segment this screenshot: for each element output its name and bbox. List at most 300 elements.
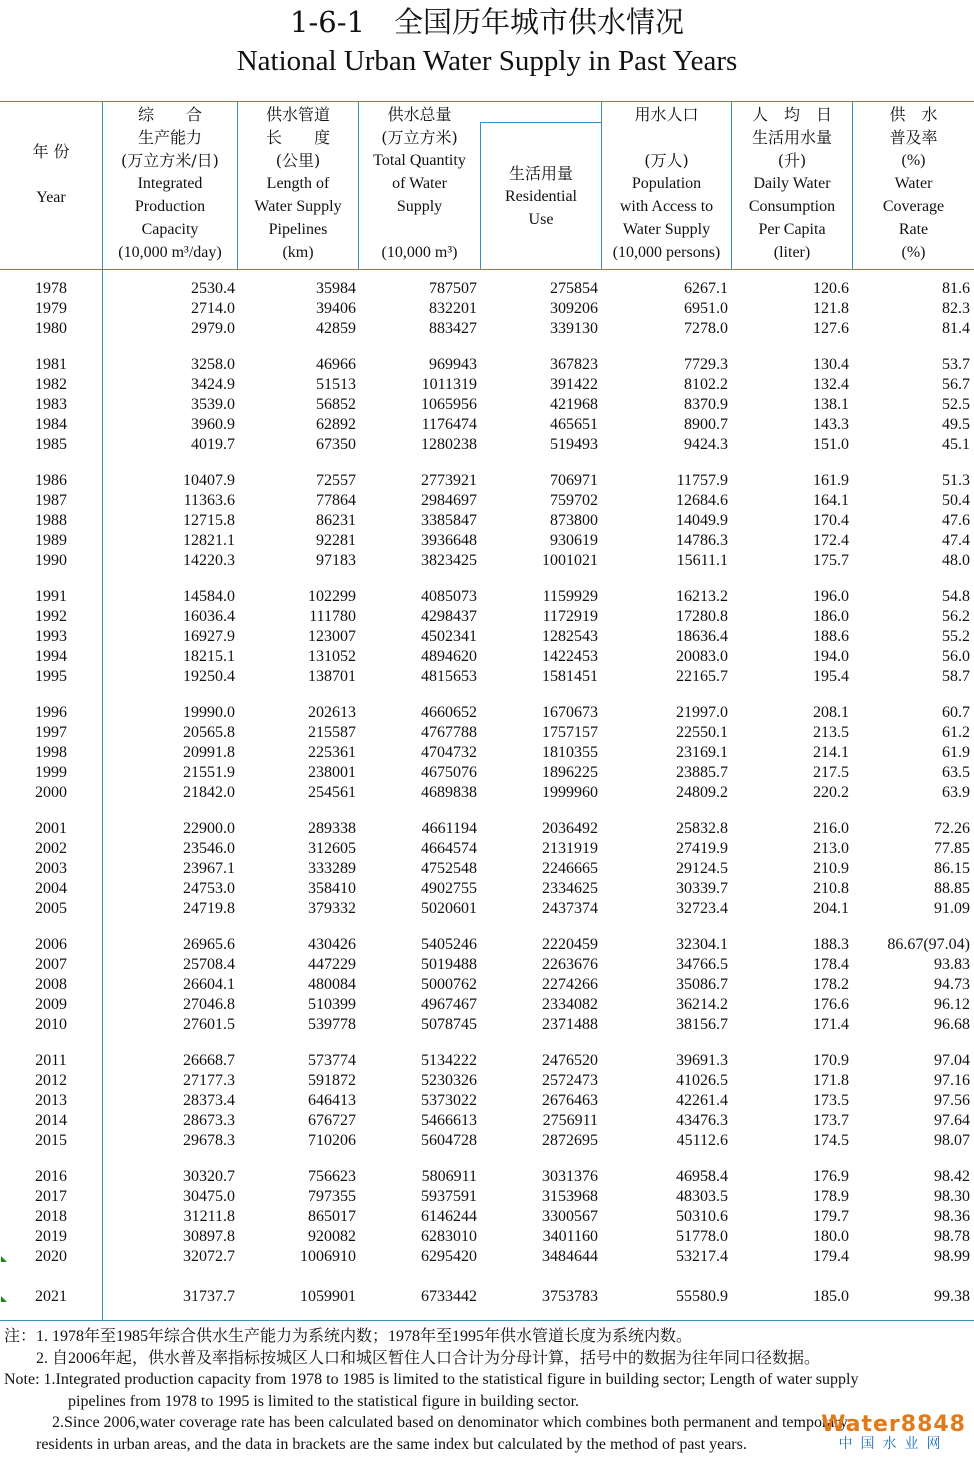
cell-year: 2004 bbox=[35, 880, 67, 897]
cell-year: 1995 bbox=[35, 668, 67, 685]
header-population-en2: with Access to bbox=[619, 198, 714, 215]
cell-population: 36214.2 bbox=[676, 996, 728, 1013]
cell-residential-use: 706971 bbox=[550, 472, 598, 489]
header-capacity-cn2: 生产能力 bbox=[137, 128, 202, 147]
cell-daily-consumption: 171.4 bbox=[813, 1016, 849, 1033]
cell-coverage-rate: 94.73 bbox=[934, 976, 970, 993]
cell-daily-consumption: 175.7 bbox=[813, 552, 849, 569]
cell-year: 2015 bbox=[35, 1132, 67, 1149]
cell-coverage-rate: 96.12 bbox=[934, 996, 970, 1013]
table-row bbox=[0, 995, 974, 1015]
table-row bbox=[0, 551, 974, 571]
cell-pipelines: 510399 bbox=[308, 996, 356, 1013]
cell-total-quantity: 5230326 bbox=[421, 1072, 477, 1089]
cell-daily-consumption: 213.0 bbox=[813, 840, 849, 857]
cell-year: 1996 bbox=[35, 704, 67, 721]
cell-pipelines: 379332 bbox=[308, 900, 356, 917]
header-coverage-cn2: 普及率 bbox=[889, 128, 938, 147]
cell-total-quantity: 6146244 bbox=[421, 1208, 477, 1225]
green-corner-marker bbox=[1, 1256, 7, 1262]
cell-daily-consumption: 161.9 bbox=[813, 472, 849, 489]
table-row bbox=[0, 667, 974, 687]
header-quantity-en3: Supply bbox=[396, 198, 443, 215]
cell-daily-consumption: 216.0 bbox=[813, 820, 849, 837]
cell-year: 1988 bbox=[35, 512, 67, 529]
table-row bbox=[0, 839, 974, 859]
header-quantity-cn2: (万立方米) bbox=[381, 128, 458, 147]
header-quantity-unit: (10,000 m³) bbox=[381, 244, 458, 261]
cell-population: 8102.2 bbox=[684, 376, 728, 393]
cell-total-quantity: 4894620 bbox=[421, 648, 477, 665]
cell-residential-use: 1422453 bbox=[542, 648, 598, 665]
cell-coverage-rate: 93.83 bbox=[934, 956, 970, 973]
cell-total-quantity: 832201 bbox=[429, 300, 477, 317]
header-bottom-border bbox=[0, 269, 974, 270]
cell-pipelines: 430426 bbox=[308, 936, 356, 953]
cell-coverage-rate: 97.56 bbox=[934, 1092, 970, 1109]
cell-daily-consumption: 171.8 bbox=[813, 1072, 849, 1089]
cell-capacity: 2714.0 bbox=[191, 300, 235, 317]
header-daily-cn2: 生活用水量 bbox=[751, 128, 832, 147]
cell-coverage-rate: 81.6 bbox=[942, 280, 970, 297]
cell-daily-consumption: 217.5 bbox=[813, 764, 849, 781]
cell-coverage-rate: 63.5 bbox=[942, 764, 970, 781]
cell-residential-use: 3031376 bbox=[542, 1168, 598, 1185]
cell-capacity: 16927.9 bbox=[183, 628, 235, 645]
cell-total-quantity: 969943 bbox=[429, 356, 477, 373]
header-capacity-en2: Production bbox=[134, 198, 206, 215]
table-row bbox=[0, 1015, 974, 1035]
cell-capacity: 21551.9 bbox=[183, 764, 235, 781]
cell-capacity: 10407.9 bbox=[183, 472, 235, 489]
table-row bbox=[0, 1287, 974, 1307]
cell-pipelines: 254561 bbox=[308, 784, 356, 801]
cell-capacity: 32072.7 bbox=[183, 1248, 235, 1265]
cell-total-quantity: 5019488 bbox=[421, 956, 477, 973]
table-row bbox=[0, 743, 974, 763]
table-row bbox=[0, 531, 974, 551]
cell-pipelines: 111780 bbox=[309, 608, 356, 625]
header-pipelines-en3: Pipelines bbox=[268, 221, 328, 238]
cell-year: 2001 bbox=[35, 820, 67, 837]
cell-capacity: 29678.3 bbox=[183, 1132, 235, 1149]
cell-residential-use: 3753783 bbox=[542, 1288, 598, 1305]
cell-daily-consumption: 130.4 bbox=[813, 356, 849, 373]
cell-residential-use: 2131919 bbox=[542, 840, 598, 857]
header-top-border bbox=[0, 101, 974, 102]
cell-pipelines: 1059901 bbox=[300, 1288, 356, 1305]
cell-coverage-rate: 91.09 bbox=[934, 900, 970, 917]
header-total-quantity bbox=[359, 103, 480, 264]
header-daily-en2: Consumption bbox=[748, 198, 836, 215]
cell-capacity: 2530.4 bbox=[191, 280, 235, 297]
cell-population: 41026.5 bbox=[676, 1072, 728, 1089]
header-coverage-rate bbox=[853, 103, 974, 264]
cell-population: 45112.6 bbox=[676, 1132, 728, 1149]
cell-coverage-rate: 98.78 bbox=[934, 1228, 970, 1245]
cell-population: 12684.6 bbox=[676, 492, 728, 509]
cell-pipelines: 797355 bbox=[308, 1188, 356, 1205]
table-row bbox=[0, 859, 974, 879]
cell-population: 35086.7 bbox=[676, 976, 728, 993]
header-quantity-en1: Total Quantity bbox=[373, 152, 466, 169]
cell-pipelines: 480084 bbox=[308, 976, 356, 993]
cell-year: 1994 bbox=[35, 648, 67, 665]
footnote-line: residents in urban areas, and the data in brackets are the same index but calculated by the method of past years. bbox=[4, 1435, 747, 1453]
header-population bbox=[602, 103, 731, 264]
cell-residential-use: 2476520 bbox=[542, 1052, 598, 1069]
cell-population: 14049.9 bbox=[676, 512, 728, 529]
cell-year: 1980 bbox=[35, 320, 67, 337]
header-daily-unit: (liter) bbox=[773, 244, 811, 261]
cell-population: 32723.4 bbox=[676, 900, 728, 917]
cell-coverage-rate: 98.36 bbox=[934, 1208, 970, 1225]
cell-residential-use: 421968 bbox=[550, 396, 598, 413]
cell-residential-use: 2036492 bbox=[542, 820, 598, 837]
cell-year: 2008 bbox=[35, 976, 67, 993]
cell-residential-use: 1581451 bbox=[542, 668, 598, 685]
cell-year: 2014 bbox=[35, 1112, 67, 1129]
cell-coverage-rate: 58.7 bbox=[942, 668, 970, 685]
table-row bbox=[0, 1091, 974, 1111]
cell-capacity: 31211.8 bbox=[183, 1208, 235, 1225]
watermark-subtext: 中国水业网 bbox=[838, 1436, 949, 1452]
cell-year: 2013 bbox=[35, 1092, 67, 1109]
cell-pipelines: 86231 bbox=[316, 512, 356, 529]
cell-residential-use: 2334625 bbox=[542, 880, 598, 897]
table-row bbox=[0, 1051, 974, 1071]
cell-population: 34766.5 bbox=[676, 956, 728, 973]
cell-pipelines: 333289 bbox=[308, 860, 356, 877]
cell-capacity: 19250.4 bbox=[183, 668, 235, 685]
cell-population: 9424.3 bbox=[684, 436, 728, 453]
cell-total-quantity: 5000762 bbox=[421, 976, 477, 993]
header-coverage-unit: (%) bbox=[901, 244, 926, 261]
cell-coverage-rate: 97.16 bbox=[934, 1072, 970, 1089]
cell-pipelines: 447229 bbox=[308, 956, 356, 973]
cell-population: 8370.9 bbox=[684, 396, 728, 413]
header-capacity-cn1: 综 合 bbox=[137, 105, 202, 124]
cell-year: 2018 bbox=[35, 1208, 67, 1225]
header-year bbox=[0, 140, 102, 209]
cell-year: 1981 bbox=[35, 356, 67, 373]
cell-pipelines: 46966 bbox=[316, 356, 356, 373]
cell-residential-use: 2246665 bbox=[542, 860, 598, 877]
cell-capacity: 14584.0 bbox=[183, 588, 235, 605]
cell-total-quantity: 4902755 bbox=[421, 880, 477, 897]
table-row bbox=[0, 1227, 974, 1247]
cell-year: 1990 bbox=[35, 552, 67, 569]
cell-population: 55580.9 bbox=[676, 1288, 728, 1305]
cell-population: 7278.0 bbox=[684, 320, 728, 337]
cell-coverage-rate: 98.07 bbox=[934, 1132, 970, 1149]
cell-capacity: 24719.8 bbox=[183, 900, 235, 917]
cell-population: 51778.0 bbox=[676, 1228, 728, 1245]
cell-population: 42261.4 bbox=[676, 1092, 728, 1109]
cell-year: 1978 bbox=[35, 280, 67, 297]
table-row bbox=[0, 1167, 974, 1187]
cell-daily-consumption: 164.1 bbox=[813, 492, 849, 509]
cell-population: 7729.3 bbox=[684, 356, 728, 373]
watermark-logo bbox=[821, 1412, 966, 1453]
cell-pipelines: 97183 bbox=[316, 552, 356, 569]
cell-total-quantity: 5134222 bbox=[421, 1052, 477, 1069]
cell-coverage-rate: 52.5 bbox=[942, 396, 970, 413]
cell-residential-use: 391422 bbox=[550, 376, 598, 393]
watermark-text: Water8848 bbox=[821, 1412, 966, 1437]
cell-year: 2005 bbox=[35, 900, 67, 917]
cell-daily-consumption: 210.9 bbox=[813, 860, 849, 877]
cell-capacity: 18215.1 bbox=[183, 648, 235, 665]
cell-total-quantity: 4752548 bbox=[421, 860, 477, 877]
cell-coverage-rate: 56.0 bbox=[942, 648, 970, 665]
cell-total-quantity: 5466613 bbox=[421, 1112, 477, 1129]
cell-daily-consumption: 194.0 bbox=[813, 648, 849, 665]
cell-population: 46958.4 bbox=[676, 1168, 728, 1185]
cell-total-quantity: 5806911 bbox=[421, 1168, 477, 1185]
cell-coverage-rate: 61.2 bbox=[942, 724, 970, 741]
header-coverage-cn1: 供 水 bbox=[889, 105, 938, 124]
cell-capacity: 16036.4 bbox=[183, 608, 235, 625]
header-residential bbox=[481, 162, 601, 231]
cell-total-quantity: 4664574 bbox=[421, 840, 477, 857]
cell-residential-use: 2437374 bbox=[542, 900, 598, 917]
cell-total-quantity: 6283010 bbox=[421, 1228, 477, 1245]
cell-coverage-rate: 81.4 bbox=[942, 320, 970, 337]
cell-residential-use: 2872695 bbox=[542, 1132, 598, 1149]
cell-residential-use: 3153968 bbox=[542, 1188, 598, 1205]
table-row bbox=[0, 1071, 974, 1091]
cell-population: 22550.1 bbox=[676, 724, 728, 741]
cell-year: 2011 bbox=[35, 1052, 67, 1069]
cell-population: 25832.8 bbox=[676, 820, 728, 837]
cell-pipelines: 131052 bbox=[308, 648, 356, 665]
cell-daily-consumption: 214.1 bbox=[813, 744, 849, 761]
cell-daily-consumption: 180.0 bbox=[813, 1228, 849, 1245]
cell-daily-consumption: 120.6 bbox=[813, 280, 849, 297]
cell-daily-consumption: 220.2 bbox=[813, 784, 849, 801]
cell-daily-consumption: 196.0 bbox=[813, 588, 849, 605]
cell-daily-consumption: 186.0 bbox=[813, 608, 849, 625]
cell-residential-use: 1999960 bbox=[542, 784, 598, 801]
cell-year: 2002 bbox=[35, 840, 67, 857]
header-pipelines-cn1: 供水管道 bbox=[265, 105, 330, 124]
table-row bbox=[0, 587, 974, 607]
cell-daily-consumption: 173.5 bbox=[813, 1092, 849, 1109]
cell-daily-consumption: 204.1 bbox=[813, 900, 849, 917]
header-residential-cn: 生活用量 bbox=[508, 164, 573, 183]
cell-year: 2009 bbox=[35, 996, 67, 1013]
table-row bbox=[0, 299, 974, 319]
cell-year: 1986 bbox=[35, 472, 67, 489]
cell-total-quantity: 5937591 bbox=[421, 1188, 477, 1205]
cell-capacity: 3258.0 bbox=[191, 356, 235, 373]
cell-daily-consumption: 178.9 bbox=[813, 1188, 849, 1205]
table-row bbox=[0, 627, 974, 647]
cell-capacity: 21842.0 bbox=[183, 784, 235, 801]
cell-coverage-rate: 99.38 bbox=[934, 1288, 970, 1305]
cell-pipelines: 138701 bbox=[308, 668, 356, 685]
cell-residential-use: 2334082 bbox=[542, 996, 598, 1013]
cell-coverage-rate: 98.99 bbox=[934, 1248, 970, 1265]
header-population-unit: (10,000 persons) bbox=[612, 244, 721, 261]
cell-population: 29124.5 bbox=[676, 860, 728, 877]
cell-capacity: 4019.7 bbox=[191, 436, 235, 453]
cell-coverage-rate: 47.6 bbox=[942, 512, 970, 529]
cell-pipelines: 238001 bbox=[308, 764, 356, 781]
cell-total-quantity: 6295420 bbox=[421, 1248, 477, 1265]
footnote-line: pipelines from 1978 to 1995 is limited to the statistical figure in building sector. bbox=[4, 1392, 580, 1410]
cell-capacity: 20991.8 bbox=[183, 744, 235, 761]
cell-year: 1984 bbox=[35, 416, 67, 433]
cell-coverage-rate: 60.7 bbox=[942, 704, 970, 721]
table-row bbox=[0, 819, 974, 839]
cell-population: 6267.1 bbox=[684, 280, 728, 297]
green-corner-marker bbox=[1, 1296, 7, 1302]
cell-year: 2003 bbox=[35, 860, 67, 877]
table-row bbox=[0, 935, 974, 955]
cell-pipelines: 539778 bbox=[308, 1016, 356, 1033]
cell-coverage-rate: 72.26 bbox=[934, 820, 970, 837]
cell-coverage-rate: 50.4 bbox=[942, 492, 970, 509]
table-row bbox=[0, 355, 974, 375]
cell-capacity: 31737.7 bbox=[183, 1288, 235, 1305]
table-bottom-border bbox=[0, 1320, 974, 1321]
cell-total-quantity: 787507 bbox=[429, 280, 477, 297]
table-row bbox=[0, 395, 974, 415]
cell-coverage-rate: 98.42 bbox=[934, 1168, 970, 1185]
table-title-chinese: 1-6-1 全国历年城市供水情况 bbox=[290, 5, 684, 39]
footnote-line: 2. 自2006年起，供水普及率指标按城区人口和城区暂住人口合计为分母计算，括号中的数据为往年同口径数据。 bbox=[4, 1349, 821, 1367]
cell-residential-use: 339130 bbox=[550, 320, 598, 337]
table-row bbox=[0, 1131, 974, 1151]
cell-pipelines: 62892 bbox=[316, 416, 356, 433]
cell-capacity: 28373.4 bbox=[183, 1092, 235, 1109]
cell-capacity: 28673.3 bbox=[183, 1112, 235, 1129]
header-pipelines-en2: Water Supply bbox=[254, 198, 342, 215]
table-row bbox=[0, 415, 974, 435]
header-daily-cn1: 人 均 日 bbox=[751, 105, 832, 124]
table-row bbox=[0, 319, 974, 339]
cell-daily-consumption: 172.4 bbox=[813, 532, 849, 549]
cell-year: 1992 bbox=[35, 608, 67, 625]
cell-pipelines: 92281 bbox=[316, 532, 356, 549]
header-population-en3: Water Supply bbox=[622, 221, 711, 238]
cell-total-quantity: 4298437 bbox=[421, 608, 477, 625]
cell-daily-consumption: 151.0 bbox=[813, 436, 849, 453]
footnote-line: 注：1. 1978年至1985年综合供水生产能力为系统内数；1978年至1995年供水管道长度为系统内数。 bbox=[4, 1328, 693, 1345]
cell-year: 1989 bbox=[35, 532, 67, 549]
cell-population: 16213.2 bbox=[676, 588, 728, 605]
table-row bbox=[0, 1187, 974, 1207]
cell-coverage-rate: 56.7 bbox=[942, 376, 970, 393]
cell-daily-consumption: 176.6 bbox=[813, 996, 849, 1013]
cell-population: 23885.7 bbox=[676, 764, 728, 781]
cell-year: 2021 bbox=[35, 1288, 67, 1305]
cell-pipelines: 676727 bbox=[308, 1112, 356, 1129]
cell-year: 2000 bbox=[35, 784, 67, 801]
cell-capacity: 27046.8 bbox=[183, 996, 235, 1013]
table-row bbox=[0, 375, 974, 395]
header-pipelines-unit: (km) bbox=[282, 244, 314, 261]
cell-pipelines: 756623 bbox=[308, 1168, 356, 1185]
cell-capacity: 11363.6 bbox=[183, 492, 235, 509]
cell-residential-use: 2274266 bbox=[542, 976, 598, 993]
cell-daily-consumption: 176.9 bbox=[813, 1168, 849, 1185]
cell-year: 2016 bbox=[35, 1168, 67, 1185]
cell-total-quantity: 3823425 bbox=[421, 552, 477, 569]
table-row bbox=[0, 783, 974, 803]
cell-coverage-rate: 54.8 bbox=[942, 588, 970, 605]
header-capacity-cn3: (万立方米/日) bbox=[121, 151, 219, 170]
cell-capacity: 26965.6 bbox=[183, 936, 235, 953]
cell-year: 2006 bbox=[35, 936, 67, 953]
cell-year: 1997 bbox=[35, 724, 67, 741]
cell-daily-consumption: 170.9 bbox=[813, 1052, 849, 1069]
cell-residential-use: 1159929 bbox=[542, 588, 598, 605]
cell-year: 1982 bbox=[35, 376, 67, 393]
table-row bbox=[0, 899, 974, 919]
cell-capacity: 26604.1 bbox=[183, 976, 235, 993]
cell-total-quantity: 883427 bbox=[429, 320, 477, 337]
cell-capacity: 12715.8 bbox=[183, 512, 235, 529]
header-quantity-cn1: 供水总量 bbox=[387, 105, 452, 124]
cell-year: 1987 bbox=[35, 492, 67, 509]
cell-total-quantity: 4704732 bbox=[421, 744, 477, 761]
cell-capacity: 12821.1 bbox=[183, 532, 235, 549]
cell-daily-consumption: 121.8 bbox=[813, 300, 849, 317]
table-row bbox=[0, 491, 974, 511]
cell-coverage-rate: 53.7 bbox=[942, 356, 970, 373]
cell-coverage-rate: 98.30 bbox=[934, 1188, 970, 1205]
cell-population: 17280.8 bbox=[676, 608, 728, 625]
cell-pipelines: 920082 bbox=[308, 1228, 356, 1245]
cell-daily-consumption: 178.2 bbox=[813, 976, 849, 993]
cell-residential-use: 1282543 bbox=[542, 628, 598, 645]
cell-population: 32304.1 bbox=[676, 936, 728, 953]
cell-pipelines: 289338 bbox=[308, 820, 356, 837]
cell-daily-consumption: 138.1 bbox=[813, 396, 849, 413]
cell-residential-use: 3401160 bbox=[542, 1228, 598, 1245]
cell-daily-consumption: 195.4 bbox=[813, 668, 849, 685]
cell-total-quantity: 2984697 bbox=[421, 492, 477, 509]
table-row bbox=[0, 975, 974, 995]
header-daily-cn3: (升) bbox=[777, 151, 807, 170]
cell-population: 21997.0 bbox=[676, 704, 728, 721]
header-population-cn1: 用水人口 bbox=[634, 105, 699, 124]
cell-total-quantity: 5604728 bbox=[421, 1132, 477, 1149]
cell-capacity: 23546.0 bbox=[183, 840, 235, 857]
cell-capacity: 23967.1 bbox=[183, 860, 235, 877]
cell-daily-consumption: 185.0 bbox=[813, 1288, 849, 1305]
cell-pipelines: 72557 bbox=[316, 472, 356, 489]
cell-total-quantity: 4661194 bbox=[421, 820, 477, 837]
cell-coverage-rate: 56.2 bbox=[942, 608, 970, 625]
cell-residential-use: 2220459 bbox=[542, 936, 598, 953]
cell-coverage-rate: 77.85 bbox=[934, 840, 970, 857]
subheader-border bbox=[480, 122, 601, 123]
cell-residential-use: 519493 bbox=[550, 436, 598, 453]
cell-coverage-rate: 49.5 bbox=[942, 416, 970, 433]
cell-residential-use: 1810355 bbox=[542, 744, 598, 761]
cell-total-quantity: 5405246 bbox=[421, 936, 477, 953]
cell-pipelines: 215587 bbox=[308, 724, 356, 741]
cell-capacity: 22900.0 bbox=[183, 820, 235, 837]
cell-capacity: 30897.8 bbox=[183, 1228, 235, 1245]
cell-total-quantity: 4767788 bbox=[421, 724, 477, 741]
cell-population: 24809.2 bbox=[676, 784, 728, 801]
cell-capacity: 14220.3 bbox=[183, 552, 235, 569]
